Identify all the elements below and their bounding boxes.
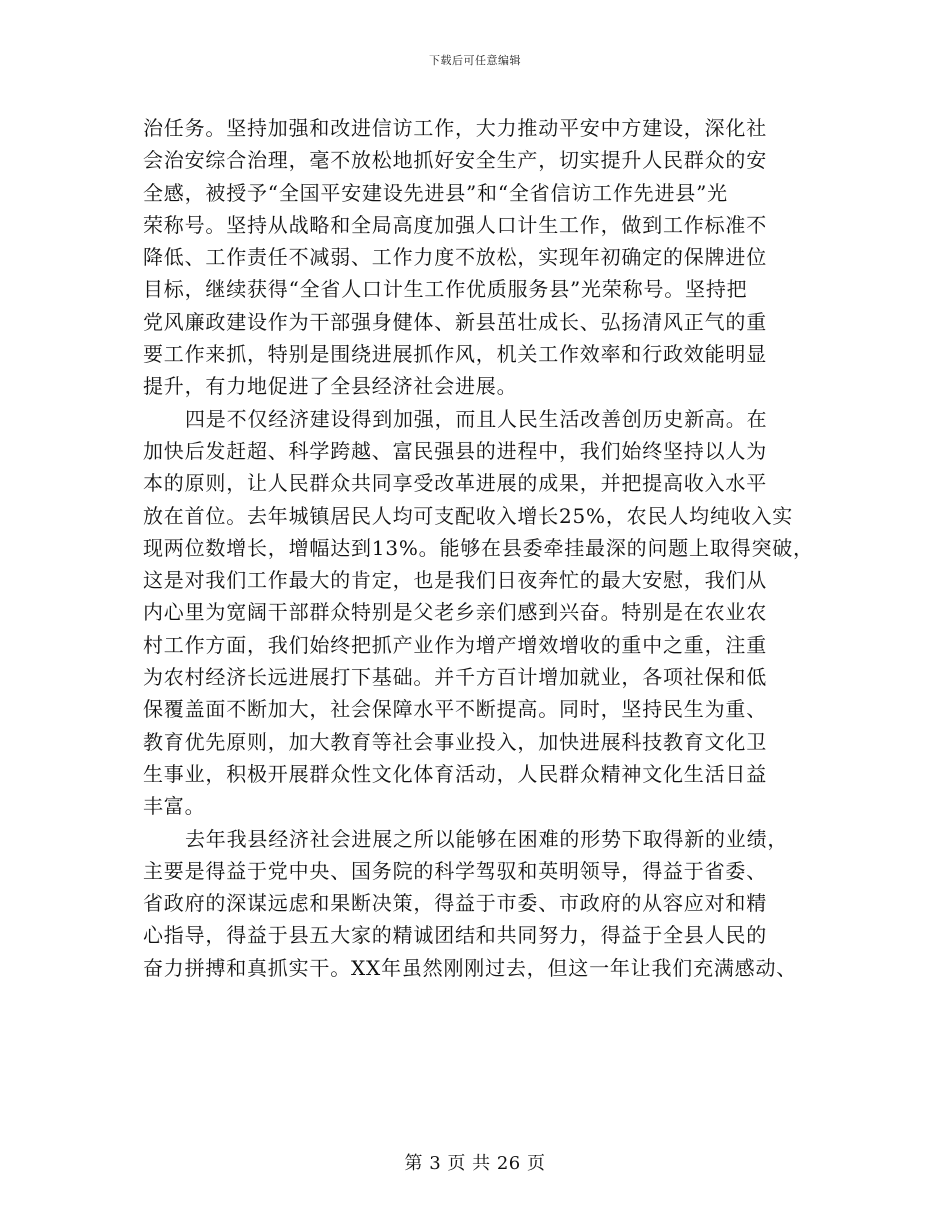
text-line: 为农村经济长远进展打下基础。并千方百计增加就业，各项社保和低	[143, 665, 767, 690]
page-header: 下载后可任意编辑	[429, 54, 521, 67]
text-line: 降低、工作责任不减弱、工作力度不放松，实现年初确定的保牌进位	[143, 245, 767, 270]
document-body	[143, 112, 813, 984]
text-line: 本的原则，让人民群众共同享受改革进展的成果，并把提高收入水平	[143, 471, 767, 496]
text-line: 这是对我们工作最大的肯定，也是我们日夜奔忙的最大安慰，我们从	[143, 568, 767, 593]
text-line: 全感，被授予“全国平安建设先进县”和“全省信访工作先进县”光	[143, 180, 728, 205]
page-number: 第 3 页 共 26 页	[404, 1153, 546, 1174]
text-line: 主要是得益于党中央、国务院的科学驾驭和英明领导，得益于省委、	[143, 858, 767, 883]
paragraph-2	[143, 403, 813, 823]
text-line: 要工作来抓，特别是围绕进展抓作风，机关工作效率和行政效能明显	[143, 342, 767, 367]
text-line: 加快后发赶超、科学跨越、富民强县的进程中，我们始终坚持以人为	[143, 438, 767, 463]
text-line: 荣称号。坚持从战略和全局高度加强人口计生工作，做到工作标准不	[143, 212, 767, 237]
text-line: 心指导，得益于县五大家的精诚团结和共同努力，得益于全县人民的	[143, 923, 767, 948]
paragraph-3	[143, 823, 813, 984]
text-line: 生事业，积极开展群众性文化体育活动，人民群众精神文化生活日益	[143, 761, 767, 786]
text-line: 保覆盖面不断加大，社会保障水平不断提高。同时，坚持民生为重、	[143, 697, 767, 722]
text-line: 治任务。坚持加强和改进信访工作，大力推动平安中方建设，深化社	[143, 116, 767, 140]
text-line: 放在首位。去年城镇居民人均可支配收入增长25%，农民人均纯收入实	[143, 503, 794, 528]
text-line: 目标，继续获得“全省人口计生工作优质服务县”光荣称号。坚持把	[143, 277, 748, 302]
text-line: 去年我县经济社会进展之所以能够在困难的形势下取得新的业绩，	[185, 826, 789, 851]
text-line: 奋力拼搏和真抓实干。XX年虽然刚刚过去，但这一年让我们充满感动、	[143, 955, 798, 980]
text-line: 党风廉政建设作为干部强身健体、新县茁壮成长、弘扬清风正气的重	[143, 309, 767, 334]
text-line: 提升，有力地促进了全县经济社会进展。	[143, 374, 518, 399]
text-line: 丰富。	[143, 794, 206, 819]
text-line: 会治安综合治理，毫不放松地抓好安全生产，切实提升人民群众的安	[143, 148, 767, 173]
text-line: 内心里为宽阔干部群众特别是父老乡亲们感到兴奋。特别是在农业农	[143, 600, 767, 625]
text-line: 省政府的深谋远虑和果断决策，得益于市委、市政府的从容应对和精	[143, 891, 767, 916]
text-line: 村工作方面，我们始终把抓产业作为增产增效增收的重中之重，注重	[143, 632, 767, 657]
text-line: 四是不仅经济建设得到加强，而且人民生活改善创历史新高。在	[185, 406, 768, 431]
paragraph-1	[143, 112, 813, 403]
text-line: 现两位数增长，增幅达到13%。能够在县委牵挂最深的问题上取得突破，	[143, 535, 814, 560]
text-line: 教育优先原则，加大教育等社会事业投入，加快进展科技教育文化卫	[143, 729, 767, 754]
